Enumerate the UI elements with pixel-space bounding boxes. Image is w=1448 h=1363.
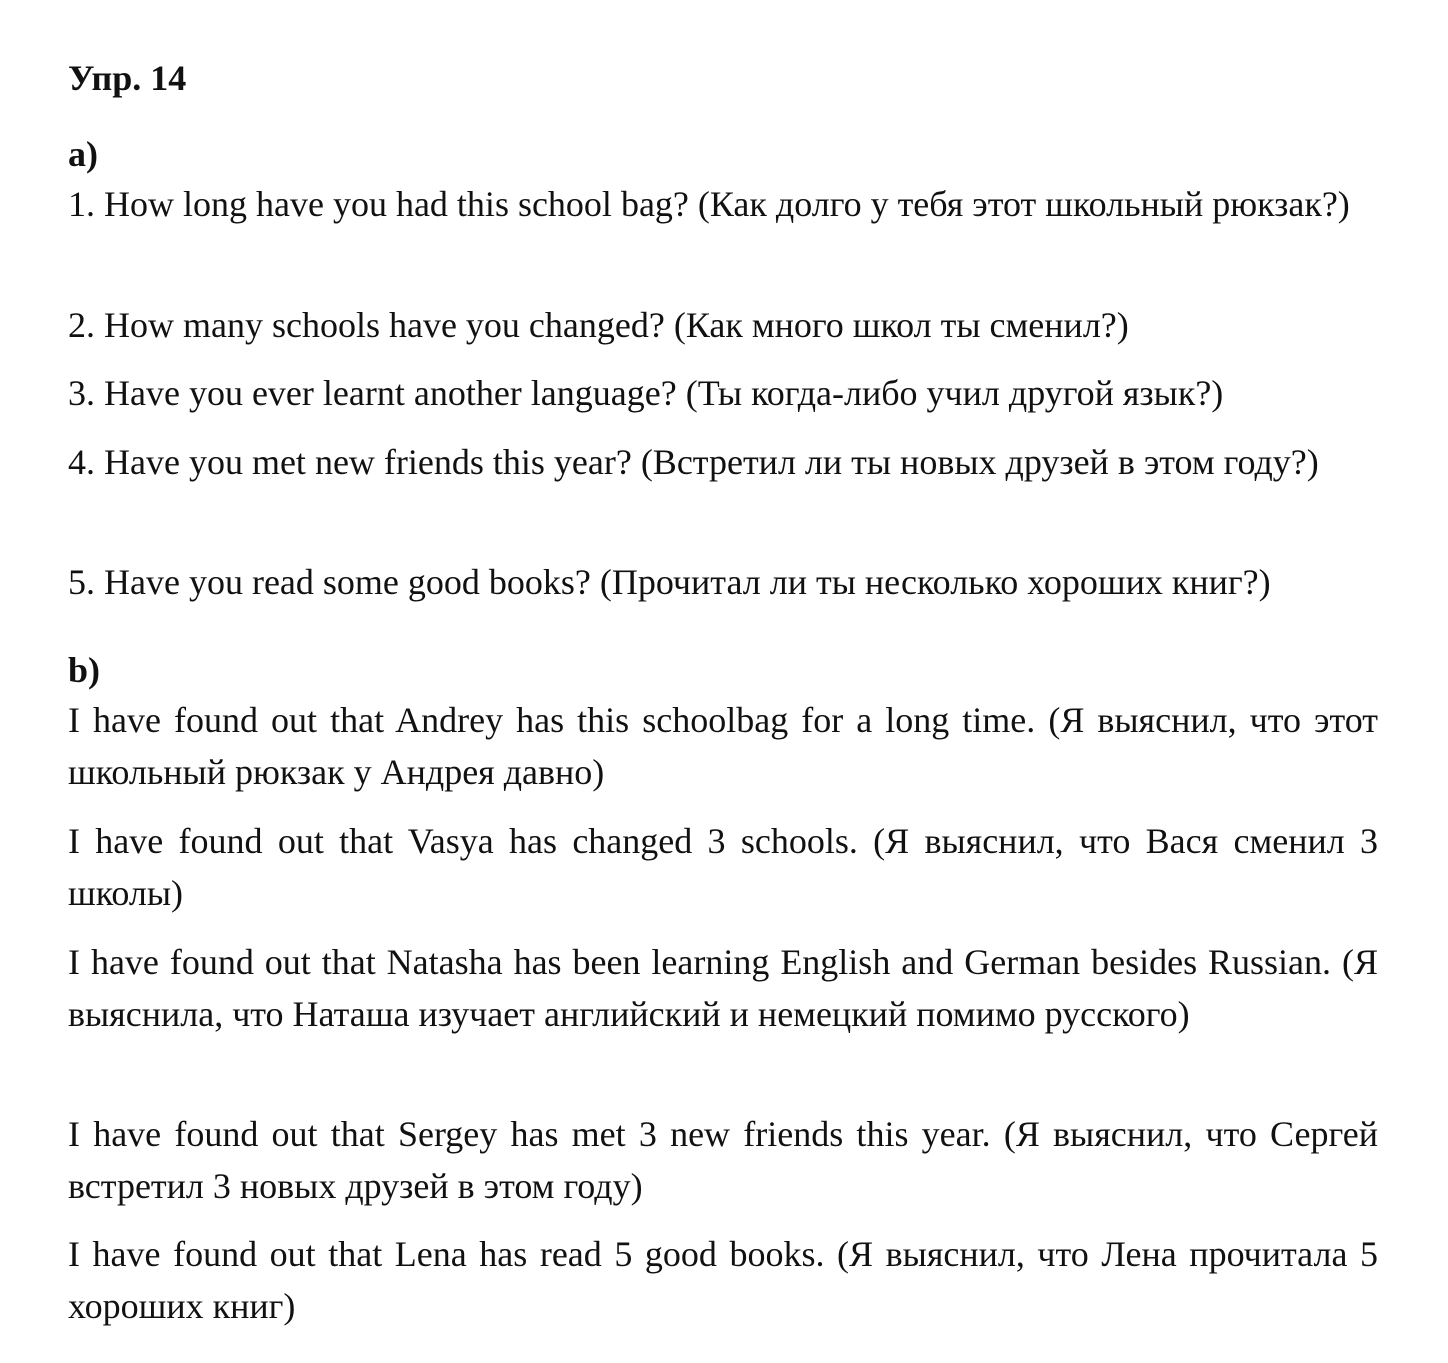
section-a-item-1: 1. How long have you had this school bag? (Как долго у тебя этот школьный рюкзак?) bbox=[68, 184, 1350, 224]
section-a-item-4: 4. Have you met new friends this year? (Встретил ли ты новых друзей в этом году?) bbox=[68, 442, 1319, 482]
section-a-label: а) bbox=[68, 134, 98, 174]
section-a-item-2: 2. How many schools have you changed? (Как много школ ты сменил?) bbox=[68, 305, 1129, 345]
section-b-label: b) bbox=[68, 650, 101, 690]
section-a-item-3: 3. Have you ever learnt another language? (Ты когда-либо учил другой язык?) bbox=[68, 373, 1224, 413]
section-b-item-5: I have found out that Lena has read 5 good books. (Я выяснил, что Лена прочитала 5 хороших книг) bbox=[68, 1234, 1378, 1326]
section-b-item-4: I have found out that Sergey has met 3 new friends this year. (Я выяснил, что Сергей встретил 3 новых друзей в этом году) bbox=[68, 1114, 1378, 1206]
section-b-item-2: I have found out that Vasya has changed 3 schools. (Я выяснил, что Вася сменил 3 школы) bbox=[68, 821, 1378, 913]
exercise-title: Упр. 14 bbox=[68, 58, 187, 98]
section-a-item-5: 5. Have you read some good books? (Прочитал ли ты несколько хороших книг?) bbox=[68, 562, 1271, 602]
section-b-item-3: I have found out that Natasha has been learning English and German besides Russian. (Я выяснила, что Наташа изучает английский и немецкий помимо русского) bbox=[68, 942, 1378, 1034]
section-b-item-1: I have found out that Andrey has this schoolbag for a long time. (Я выяснил, что этот школьный рюкзак у Андрея давно) bbox=[68, 700, 1378, 792]
